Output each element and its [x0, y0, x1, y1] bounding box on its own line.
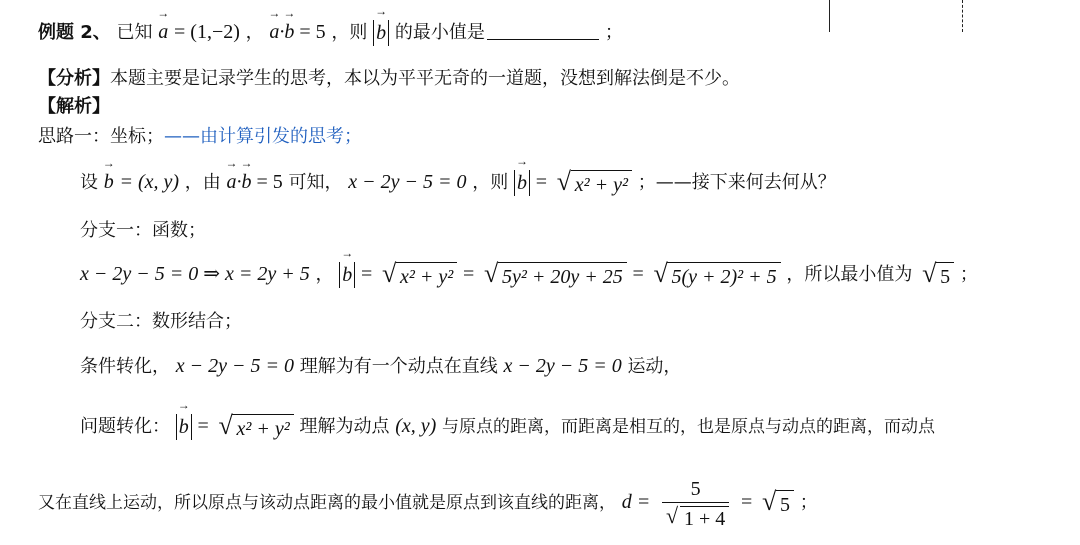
analysis-text: 本题主要是记录学生的思考，本以为平平无奇的一道题，没想到解法倒是不少。 [110, 68, 740, 89]
equals-sign-2: = [462, 263, 475, 285]
sqrt-3: √ 5(y + 2)² + 5 [653, 262, 780, 288]
question-post: 与原点的距离，而距离是相互的，也是原点与动点的距离，而动点 [442, 417, 936, 437]
condition-line [80, 356, 681, 376]
final-equals: = [740, 491, 753, 514]
approach1-title: 思路一：坐标； [38, 126, 164, 147]
a-value: = (1,−2) [174, 21, 240, 43]
b-magnitude-3: → b [339, 262, 355, 288]
equals-sign-q: = [197, 415, 209, 437]
fraction [662, 478, 729, 531]
equals-sign: = [535, 171, 547, 193]
problem-line [38, 20, 623, 46]
question-pre: 问题转化： [80, 416, 170, 437]
approach1-line [38, 128, 362, 146]
sqrt-1: √ x² + y² [382, 262, 457, 288]
dot-product: → a·→ b = 5 [269, 21, 325, 43]
vector-b: → b [104, 172, 114, 192]
solution-label: 【解析】 [38, 96, 110, 117]
b-magnitude: → b [373, 20, 389, 46]
branch1-math-line [80, 259, 978, 288]
solution-line [38, 98, 110, 116]
branch1-title: 分支一：函数； [80, 220, 206, 241]
ask-text: 的最小值是 [394, 22, 485, 43]
min-text: ，所以最小值为 [786, 264, 913, 285]
branch1-eq: x − 2y − 5 = 0 ⇒ x = 2y + 5 [80, 263, 310, 285]
problem-given: 已知 [116, 22, 153, 43]
problem-label: 例题 2、 [38, 22, 111, 43]
linear-eq: x − 2y − 5 = 0 [348, 171, 467, 193]
point-xy: (x, y) [395, 415, 437, 437]
b-magnitude-2: → b [514, 170, 530, 196]
answer-blank[interactable] [487, 39, 599, 40]
branch2-line [80, 313, 242, 331]
cond-pre: 条件转化， [80, 356, 170, 377]
page-edge-dashed-line [962, 0, 963, 32]
set-line [80, 167, 836, 196]
comma: ， [245, 22, 264, 43]
question-mid: 理解为动点 [299, 416, 390, 437]
known-text: 可知， [288, 172, 343, 193]
analysis-line [38, 70, 740, 88]
final-line [38, 478, 818, 531]
set-text: 设 [80, 172, 98, 193]
sqrt-q: √ x² + y² [218, 414, 293, 440]
equals-sign-1: = [360, 263, 373, 285]
vector-a: → a [158, 22, 168, 42]
end-punct: ； [604, 22, 623, 43]
dot-product-2: → a·→ b = 5 [227, 171, 283, 193]
sqrt-2: √ 5y² + 20y + 25 [484, 262, 627, 288]
then-text: ，则 [331, 22, 368, 43]
branch1-comma: ， [315, 264, 334, 285]
sqrt-x2y2: √ x² + y² [557, 170, 632, 196]
final-text: 又在直线上运动，所以原点与该动点距离的最小值就是原点到该直线的距离， [38, 493, 616, 514]
page-edge-line [829, 0, 830, 32]
fraction-denominator: √ 1 + 4 [662, 503, 729, 528]
branch2-title: 分支二：数形结合； [80, 311, 242, 332]
cond-mid: 理解为有一个动点在直线 [299, 356, 498, 377]
analysis-label: 【分析】 [38, 68, 110, 89]
sqrt-answer: √ 5 [922, 262, 954, 288]
fraction-numerator: 5 [662, 478, 729, 503]
question-line [80, 411, 936, 440]
d-label: d = [621, 491, 651, 514]
b-coords: = (x, y) [119, 171, 180, 193]
cond-eq: x − 2y − 5 = 0 [175, 355, 294, 377]
final-answer: √ 5 [762, 490, 794, 516]
approach1-note: ——由计算引发的思考； [164, 126, 362, 147]
equals-sign-3: = [632, 263, 644, 285]
b-magnitude-4: → b [176, 414, 192, 440]
cond-post: 运动， [627, 356, 682, 377]
then-text-2: ，则 [472, 172, 509, 193]
branch1-line [80, 222, 206, 240]
branch1-end: ； [959, 264, 978, 285]
cond-eq2: x − 2y − 5 = 0 [503, 355, 622, 377]
by-text: ，由 [184, 172, 221, 193]
next-text: ；——接下来何去何从？ [637, 172, 836, 193]
final-end: ； [799, 492, 818, 514]
